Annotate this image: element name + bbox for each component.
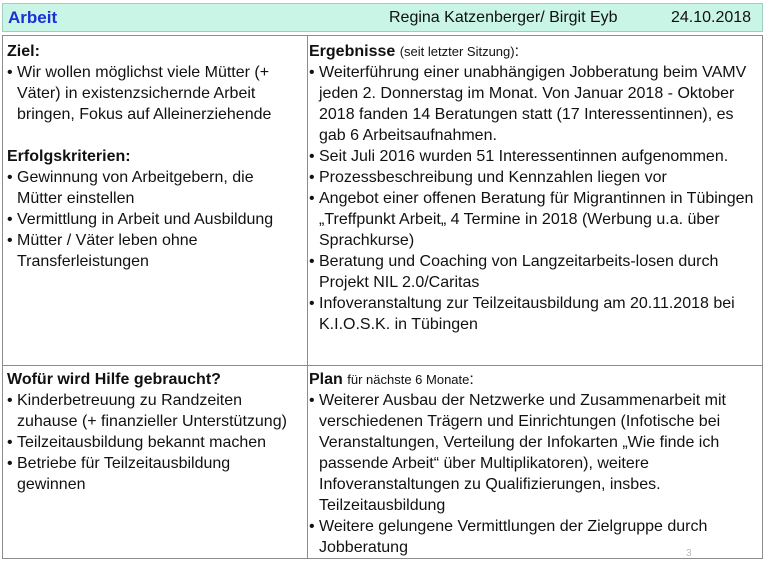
plan-suffix: : <box>469 371 474 388</box>
hilfe-cell <box>7 369 303 495</box>
ziel-cell <box>7 41 303 272</box>
list-item: • Seit Juli 2016 wurden 51 Interessentinnen aufgenommen. <box>309 146 761 167</box>
plan-subheading: für nächste 6 Monate <box>347 372 470 387</box>
plan-heading: Plan <box>309 371 343 388</box>
list-item: • Teilzeitausbildung bekannt machen <box>7 432 303 453</box>
ergebnisse-heading-line <box>309 41 761 62</box>
hilfe-list <box>7 390 303 495</box>
column-divider <box>307 36 308 558</box>
page-number: 3 <box>686 548 692 559</box>
list-item: • Prozessbeschreibung und Kennzahlen liegen vor <box>309 167 761 188</box>
plan-heading-line <box>309 369 761 390</box>
list-item: • Vermittlung in Arbeit und Ausbildung <box>7 209 303 230</box>
ergebnisse-subheading: (seit letzter Sitzung) <box>399 44 515 59</box>
ziel-heading: Ziel: <box>7 43 40 60</box>
ergebnisse-suffix: : <box>514 43 520 60</box>
list-item: • Gewinnung von Arbeitgebern, die Mütter einstellen <box>7 167 303 209</box>
slide-header <box>2 3 763 32</box>
list-item: • Weiterer Ausbau der Netzwerke und Zusammenarbeit mit verschiedenen Trägern und Einrichtungen (Infotische bei Veranstaltungen, Verteilung der Infokarten „Wie finde ich passende Arbeit“ über Multiplikatoren), weitere Infoveranstaltungen zu Qualifizierungen, insbes. Teilzeitausbildung <box>309 390 761 516</box>
authors: Regina Katzenberger/ Birgit Eyb <box>389 9 618 26</box>
plan-cell <box>309 369 761 558</box>
erfolgskriterien-list <box>7 167 303 272</box>
list-item: • Beratung und Coaching von Langzeitarbeits-losen durch Projekt NIL 2.0/Caritas <box>309 251 761 293</box>
list-item: • Weiterführung einer unabhängigen Jobberatung beim VAMV jeden 2. Donnerstag im Monat. Von Januar 2018 - Oktober 2018 fanden 14 Beratungen statt (17 Interessentinnen), es gab 6 Arbeitsaufnahmen. <box>309 62 761 146</box>
list-item: • Mütter / Väter leben ohne Transferleistungen <box>7 230 303 272</box>
ergebnisse-cell <box>309 41 761 335</box>
content-table <box>2 35 763 559</box>
list-item: • Infoveranstaltung zur Teilzeitausbildung am 20.11.2018 bei K.I.O.S.K. in Tübingen <box>309 293 761 335</box>
list-item: • Kinderbetreuung zu Randzeiten zuhause (+ finanzieller Unterstützung) <box>7 390 303 432</box>
row-divider <box>3 365 762 366</box>
list-item: • Wir wollen möglichst viele Mütter (+ Väter) in existenzsichernde Arbeit bringen, Fokus auf Alleinerziehende <box>7 62 303 125</box>
plan-list <box>309 390 761 558</box>
ergebnisse-heading: Ergebnisse <box>309 43 396 60</box>
erfolgskriterien-heading: Erfolgskriterien: <box>7 148 131 165</box>
list-item: • Angebot einer offenen Beratung für Migrantinnen in Tübingen „Treffpunkt Arbeit„ 4 Termine in 2018 (Werbung u.a. über Sprachkurse) <box>309 188 761 251</box>
slide-title: Arbeit <box>8 8 58 27</box>
hilfe-heading: Wofür wird Hilfe gebraucht? <box>7 371 221 388</box>
ergebnisse-list <box>309 62 761 335</box>
ziel-list <box>7 62 303 125</box>
list-item: • Weitere gelungene Vermittlungen der Zielgruppe durch Jobberatung <box>309 516 761 558</box>
date: 24.10.2018 <box>671 9 752 26</box>
list-item: • Betriebe für Teilzeitausbildung gewinnen <box>7 453 303 495</box>
